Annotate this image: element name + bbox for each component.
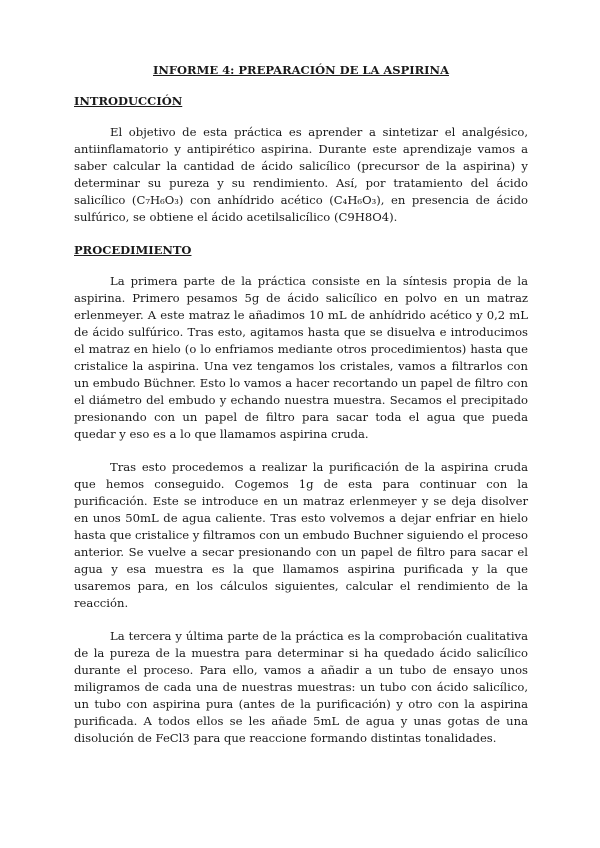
document-title: INFORME 4: PREPARACIÓN DE LA ASPIRINA xyxy=(152,63,449,77)
section-heading-introduccion: INTRODUCCIÓN xyxy=(74,94,183,108)
paragraph-procedimiento-1: La primera parte de la práctica consiste en la síntesis propia de la aspirina. Primero pesamos 5g de ácido salicílico en polvo en un matraz erlenmeyer. A este matraz le añadimos 10 mL de anhídrido acético y 0,2 mL de ácido sulfúrico. Tras esto, agitamos hasta que se disuelva e introducimos el matraz en hielo (o lo enfriamos mediante otros procedimientos) hasta que cristalice la aspirina. Una vez tengamos los cristales, vamos a filtrarlos con un embudo Büchner. Esto lo vamos a hacer recortando un papel de filtro con el diámetro del embudo y echando nuestra muestra. Secamos el precipitado presionando con un papel de filtro para sacar toda el agua que pueda quedar y eso es a lo que llamamos aspirina cruda. xyxy=(74,274,528,441)
paragraph-procedimiento-3: La tercera y última parte de la práctica es la comprobación cualitativa de la pureza de la muestra para determinar si ha quedado ácido salicílico durante el proceso. Para ello, vamos a añadir a un tubo de ensayo unos miligramos de cada una de nuestras muestras: un tubo con ácido salicílico, un tubo con aspirina pura (antes de la purificación) y otro con la aspirina purificada. A todos ellos se les añade 5mL de agua y unas gotas de una disolución de FeCl3 para que reaccione formando distintas tonalidades. xyxy=(74,629,528,745)
section-heading-procedimiento: PROCEDIMIENTO xyxy=(74,243,192,257)
paragraph-introduccion: El objetivo de esta práctica es aprender a sintetizar el analgésico, antiinflamatorio y antipirético aspirina. Durante este aprendizaje vamos a saber calcular la cantidad de ácido salicílico (precursor de la aspirina) y determinar su pureza y su rendimiento. Así, por tratamiento del ácido salicílico (C₇H₆O₃) con anhídrido acético (C₄H₆O₃), en presencia de ácido sulfúrico, se obtiene el ácido acetilsalicílico (C9H8O4). xyxy=(74,125,528,224)
document-page xyxy=(74,62,528,763)
paragraph-procedimiento-2: Tras esto procedemos a realizar la purificación de la aspirina cruda que hemos conseguido. Cogemos 1g de esta para continuar con la purificación. Este se introduce en un matraz erlenmeyer y se deja disolver en unos 50mL de agua caliente. Tras esto volvemos a dejar enfriar en hielo hasta que cristalice y filtramos con un embudo Buchner siguiendo el proceso anterior. Se vuelve a secar presionando con un papel de filtro para sacar el agua y esa muestra es la que llamamos aspirina purificada y la que usaremos para, en los cálculos siguientes, calcular el rendimiento de la reacción. xyxy=(74,460,528,610)
